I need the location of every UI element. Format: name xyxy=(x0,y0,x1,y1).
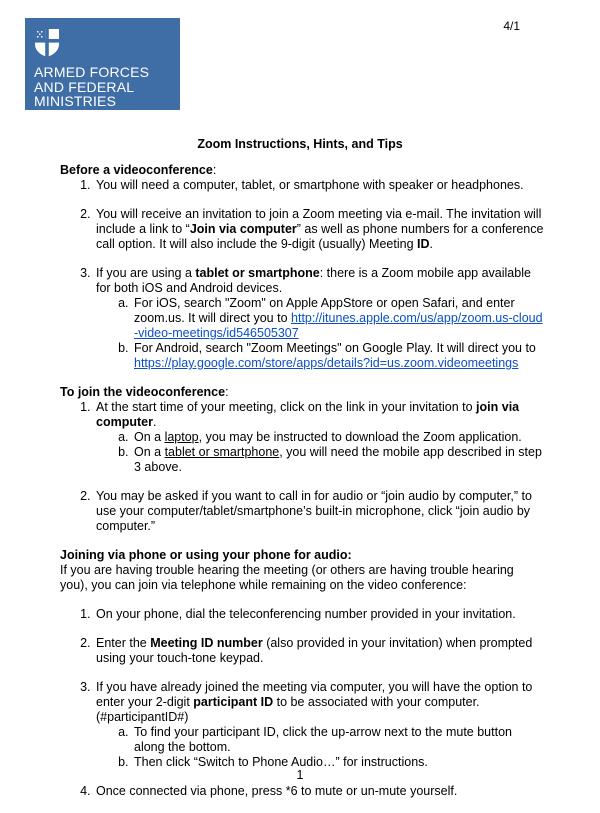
list-item: 4. Once connected via phone, press *6 to mute or un-mute yourself. xyxy=(94,784,545,799)
sub-list xyxy=(96,725,545,770)
sub-list-item: b. For Android, search "Zoom Meetings" on Google Play. It will direct you to https://play.google.com/store/apps/details?id=us.zoom.videomeetings xyxy=(132,341,545,371)
sub-list-item: b. On a tablet or smartphone, you will need the mobile app described in step 3 above. xyxy=(132,445,545,475)
logo-line-3: MINISTRIES xyxy=(34,93,117,109)
document-body xyxy=(60,163,545,813)
list-item: 2. You may be asked if you want to call in for audio or “join audio by computer,” to use your computer/tablet/smartphone’s built-in microphone, click “join audio by computer.” xyxy=(94,489,545,534)
sub-list-item: a. To find your participant ID, click the up-arrow next to the mute button along the bottom. xyxy=(132,725,545,755)
ios-app-link[interactable]: http://itunes.apple.com/us/app/zoom.us-cloud-video-meetings/id546505307 xyxy=(134,311,543,340)
shield-cross-icon xyxy=(34,28,60,58)
sub-list-item: a. On a laptop, you may be instructed to download the Zoom application. xyxy=(132,430,545,445)
list-item: 1. On your phone, dial the teleconferencing number provided in your invitation. xyxy=(94,607,545,622)
list-item: 2. You will receive an invitation to join a Zoom meeting via e-mail. The invitation will include a link to “Join via computer” as well as phone numbers for a conference call option. It will also include the 9-digit (usually) Meeting ID. xyxy=(94,207,545,252)
join-list xyxy=(60,400,545,534)
section-before-heading: Before a videoconference: xyxy=(60,163,217,177)
sub-list xyxy=(96,296,545,371)
page-code: 4/1 xyxy=(503,19,520,33)
list-item: 1. At the start time of your meeting, click on the link in your invitation to join via computer. a. On a laptop, you may be instructed to download the Zoom application. b. On a tablet or smartphone, you will need the mobile app described in step 3 above. xyxy=(94,400,545,475)
android-app-link[interactable]: https://play.google.com/store/apps/details?id=us.zoom.videomeetings xyxy=(134,356,519,370)
logo-wordmark xyxy=(34,65,149,109)
document-title: Zoom Instructions, Hints, and Tips xyxy=(197,137,403,151)
page-number: 1 xyxy=(296,768,304,782)
list-item: 3. If you have already joined the meeting via computer, you will have the option to enter your 2-digit participant ID to be associated with your computer. (#participantID#) a. To find your participant ID, click the up-arrow next to the mute button along the bottom. b. Then click “Switch to Phone Audio…” for instructions. xyxy=(94,680,545,770)
logo-line-1: ARMED FORCES xyxy=(34,64,150,80)
list-item: 1. You will need a computer, tablet, or smartphone with speaker or headphones. xyxy=(94,178,545,193)
list-item: 3. If you are using a tablet or smartphone: there is a Zoom mobile app available for both iOS and Android devices. a. For iOS, search "Zoom" on Apple AppStore or open Safari, and enter zoom.us. It will direct you to http://itunes.apple.com/us/app/zoom.us-cloud-video-meetings/id546505307 b. For Android, search "Zoom Meetings" on Google Play. It will direct you to https://play.google.com/store/apps/details?id=us.zoom.videomeetings xyxy=(94,266,545,371)
section-join-heading: To join the videoconference: xyxy=(60,385,229,399)
sub-list xyxy=(96,430,545,475)
logo-line-2: AND FEDERAL xyxy=(34,78,135,95)
section-phone-heading: Joining via phone or using your phone for audio: xyxy=(60,548,352,562)
sub-list-item: a. For iOS, search "Zoom" on Apple AppStore or open Safari, and enter zoom.us. It will direct you to http://itunes.apple.com/us/app/zoom.us-cloud-video-meetings/id546505307 xyxy=(132,296,545,341)
section-phone-intro: If you are having trouble hearing the meeting (or others are having trouble hearing you), you can join via telephone while remaining on the video conference: xyxy=(60,563,514,592)
before-list xyxy=(60,178,545,371)
organization-logo xyxy=(25,18,180,110)
sub-list-item: b. Then click “Switch to Phone Audio…” for instructions. xyxy=(132,755,545,770)
list-item: 2. Enter the Meeting ID number (also provided in your invitation) when prompted using your touch-tone keypad. xyxy=(94,636,545,666)
